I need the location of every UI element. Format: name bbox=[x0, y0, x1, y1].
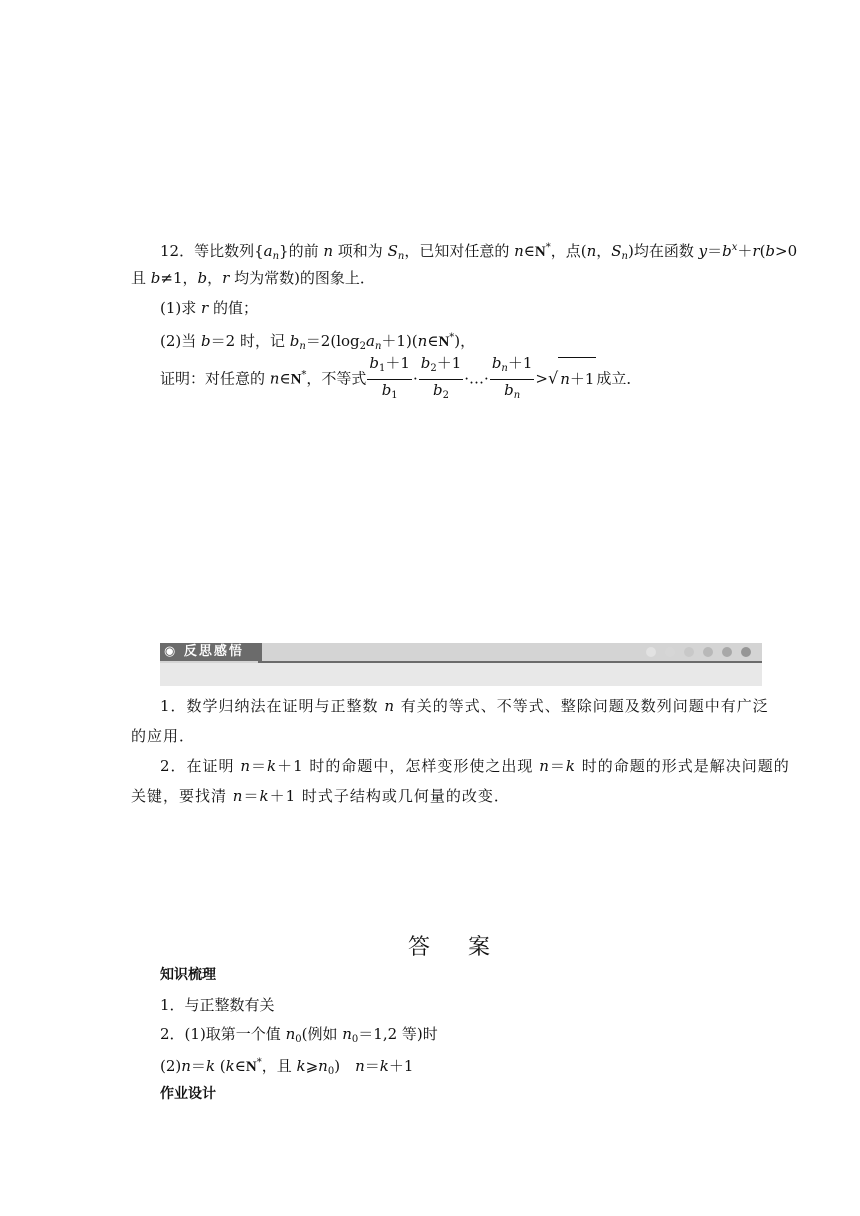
dot-icon bbox=[741, 647, 751, 657]
sqrt-icon: √ bbox=[548, 368, 559, 388]
problem-12-part-1: (1)求 r 的值； bbox=[160, 299, 258, 317]
answers-title: 答案 bbox=[408, 935, 529, 960]
reflection-point-2: 2．在证明 n＝k＋1 时的命题中，怎样变形使之出现 n＝k 时的命题的形式是解决问题的 bbox=[160, 757, 790, 775]
dot-icon bbox=[665, 647, 675, 657]
problem-12-part-2: (2)当 b＝2 时，记 $b_n=2(\log_2a_n+1)(n\in N^*)$， bbox=[160, 332, 476, 352]
dot-icon bbox=[722, 647, 732, 657]
dot-icon bbox=[684, 647, 694, 657]
reflection-point-1-cont: 的应用． bbox=[131, 727, 196, 745]
answer-3: (2)n＝k (k∈N*，且 $k⩾n_0$) n＝k＋1 bbox=[160, 1057, 414, 1077]
fraction-1: $\frac{b_1+1}{b_1}$ bbox=[369, 354, 410, 401]
dot-icon bbox=[703, 647, 713, 657]
problem-12-proof: 证明：对任意的 n∈N*，不等式 $\frac{b_1+1}{b_1}$ · $\frac{b_2+1}{b_2}$ ·…· $\frac{b_n+1}{b_n}$ >√ n＋1 成立． bbox=[160, 353, 641, 406]
knowledge-heading: 知识梳理 bbox=[160, 967, 216, 983]
reflection-point-2-cont: 关键，要找清 n＝k＋1 时式子结构或几何量的改变． bbox=[131, 787, 510, 805]
homework-heading: 作业设计 bbox=[160, 1086, 216, 1102]
dot-icon bbox=[646, 647, 656, 657]
reflection-point-1: 1．数学归纳法在证明与正整数 n 有关的等式、不等式、整除问题及数列问题中有广泛 bbox=[160, 697, 769, 715]
reflection-label: ◉ 反思感悟 bbox=[160, 643, 262, 661]
fraction-2: $\frac{b_2+1}{b_2}$ bbox=[420, 354, 462, 401]
reflection-banner bbox=[160, 643, 762, 686]
problem-12-line-2: 且 b≠1，b，r 均为常数)的图象上． bbox=[131, 269, 375, 287]
answer-1: 1．与正整数有关 bbox=[160, 996, 275, 1014]
fraction-n: $\frac{b_n+1}{b_n}$ bbox=[491, 354, 533, 401]
answer-2: 2．(1)取第一个值 $n_0$(例如 $n_0=1,2$ 等)时 bbox=[160, 1025, 438, 1045]
problem-12-line-1: 12．等比数列$\{a_n\}$的前 n 项和为 $S_n$，已知对任意的 n∈N*，点(n，$S_n$)均在函数 $y=b^x+r(b>0$ bbox=[160, 242, 798, 262]
